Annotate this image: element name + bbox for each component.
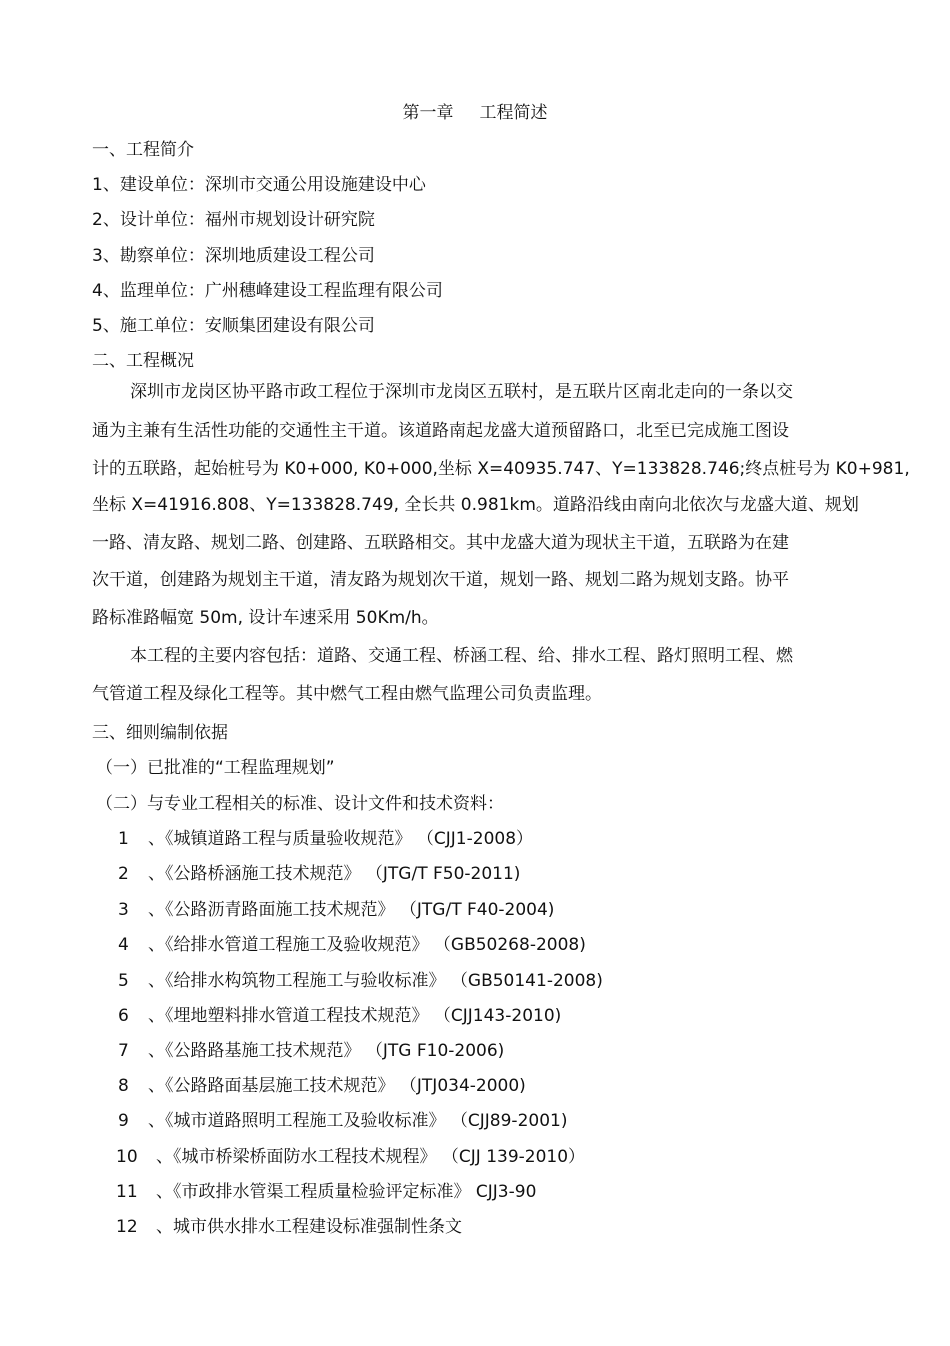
reference-text: 、城市供水排水工程建设标准强制性条文: [156, 1217, 462, 1237]
reference-number: 7: [118, 1041, 129, 1061]
unit-item: 1、建设单位：深圳市交通公用设施建设中心: [92, 175, 426, 195]
chapter-name: 工程简述: [479, 103, 548, 123]
reference-number: 1: [118, 829, 129, 849]
reference-number: 12: [116, 1217, 138, 1237]
chapter-title: [0, 102, 950, 124]
reference-number: 2: [118, 864, 129, 884]
chapter-number: 第一章: [402, 103, 454, 123]
subheading: （二）与专业工程相关的标准、设计文件和技术资料：: [96, 794, 504, 814]
reference-text: 、《埋地塑料排水管道工程技术规范》 （CJJ143-2010): [148, 1006, 562, 1026]
reference-text: 、《城市道路照明工程施工及验收标准》 （CJJ89-2001): [148, 1111, 568, 1131]
reference-text: 、《公路路基施工技术规范》 （JTG F10-2006): [148, 1041, 505, 1061]
paragraph-line: 次干道，创建路为规划主干道，清友路为规划次干道，规划一路、规划二路为规划支路。协平: [92, 570, 789, 590]
reference-number: 11: [116, 1182, 138, 1202]
reference-number: 3: [118, 900, 129, 920]
unit-item: 5、施工单位：安顺集团建设有限公司: [92, 316, 375, 336]
unit-item: 3、勘察单位：深圳地质建设工程公司: [92, 246, 375, 266]
reference-number: 10: [116, 1147, 138, 1167]
reference-text: 、《城市桥梁桥面防水工程技术规程》 （CJJ 139-2010）: [156, 1147, 586, 1167]
unit-item: 2、设计单位：福州市规划设计研究院: [92, 210, 375, 230]
paragraph-line: 坐标 X=41916.808、Y=133828.749, 全长共 0.981km。道路沿线由南向北依次与龙盛大道、规划: [92, 495, 859, 515]
paragraph-line: 深圳市龙岗区协平路市政工程位于深圳市龙岗区五联村，是五联片区南北走向的一条以交: [130, 382, 793, 402]
reference-number: 8: [118, 1076, 129, 1096]
section-heading-1: 一、工程简介: [92, 140, 194, 160]
reference-text: 、《给排水构筑物工程施工与验收标准》 （GB50141-2008): [148, 971, 603, 991]
reference-text: 、《公路沥青路面施工技术规范》 （JTG/T F40-2004): [148, 900, 555, 920]
reference-text: 、《市政排水管渠工程质量检验评定标准》 CJJ3-90: [156, 1182, 537, 1202]
paragraph-line: 气管道工程及绿化工程等。其中燃气工程由燃气监理公司负责监理。: [92, 684, 602, 704]
section-heading-3: 三、细则编制依据: [92, 723, 228, 743]
paragraph-line: 计的五联路，起始桩号为 K0+000, K0+000,坐标 X=40935.747、Y=133828.746;终点桩号为 K0+981,: [92, 459, 910, 479]
paragraph-line: 通为主兼有生活性功能的交通性主干道。该道路南起龙盛大道预留路口，北至已完成施工图设: [92, 421, 789, 441]
reference-text: 、《给排水管道工程施工及验收规范》 （GB50268-2008): [148, 935, 586, 955]
paragraph-line: 路标准路幅宽 50m, 设计车速采用 50Km/h。: [92, 608, 439, 628]
reference-number: 5: [118, 971, 129, 991]
paragraph-line: 一路、清友路、规划二路、创建路、五联路相交。其中龙盛大道为现状主干道，五联路为在建: [92, 533, 789, 553]
reference-number: 9: [118, 1111, 129, 1131]
reference-text: 、《城镇道路工程与质量验收规范》 （CJJ1-2008）: [148, 829, 534, 849]
unit-item: 4、监理单位：广州穗峰建设工程监理有限公司: [92, 281, 443, 301]
section-heading-2: 二、工程概况: [92, 351, 194, 371]
reference-text: 、《公路桥涵施工技术规范》 （JTG/T F50-2011): [148, 864, 521, 884]
paragraph-line: 本工程的主要内容包括：道路、交通工程、桥涵工程、给、排水工程、路灯照明工程、燃: [130, 646, 793, 666]
reference-number: 4: [118, 935, 129, 955]
reference-text: 、《公路路面基层施工技术规范》 （JTJ034-2000): [148, 1076, 526, 1096]
reference-number: 6: [118, 1006, 129, 1026]
subheading: （一）已批准的“工程监理规划”: [96, 758, 335, 778]
